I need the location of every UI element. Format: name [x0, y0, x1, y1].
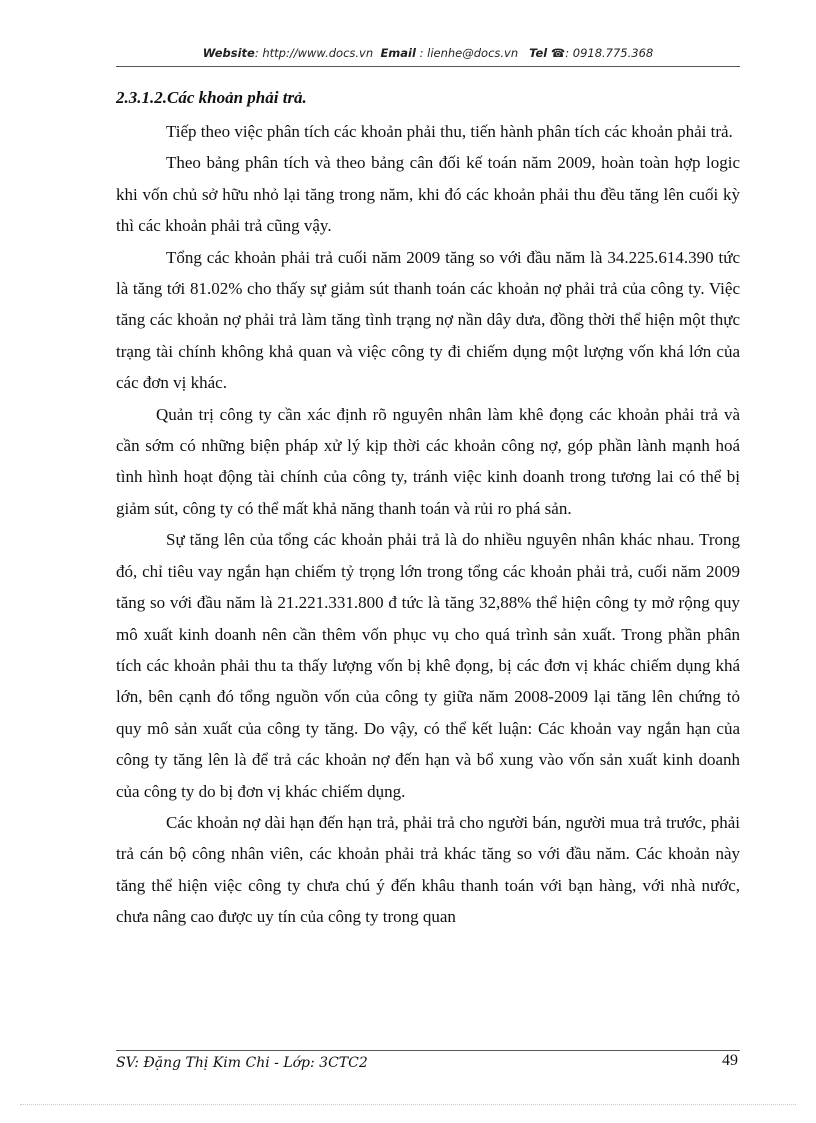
- paragraph-4: Quản trị công ty cần xác định rõ nguyên nhân làm khê đọng các khoản phải trả và cần sớm có những biện pháp xử lý kịp thời các khoản công nợ, góp phần lành mạnh hoá tình hình hoạt động tài chính của công ty, tránh việc kinh doanh trong tương lai có thể bị giảm sút, công ty có thể mất khả năng thanh toán và rủi ro phá sản.: [116, 404, 740, 518]
- page-number: 49: [722, 1052, 738, 1069]
- footer-author: SV: Đặng Thị Kim Chi - Lớp: 3CTC2: [116, 1055, 368, 1071]
- website-value[interactable]: : http://www.docs.vn: [254, 46, 374, 60]
- tel-value: : 0918.775.368: [565, 46, 654, 60]
- document-body: [116, 84, 740, 933]
- paragraph-6: Các khoản nợ dài hạn đến hạn trả, phải trả cho người bán, người mua trả trước, phải trả cán bộ công nhân viên, các khoản phải trả khác tăng so với đầu năm. Các khoản này tăng thể hiện việc công ty chưa chú ý đến khâu thanh toán với bạn hàng, với nhà nước, chưa nâng cao được uy tín của công ty trong quan: [116, 812, 740, 927]
- paragraph-3: Tổng các khoản phải trả cuối năm 2009 tăng so với đầu năm là 34.225.614.390 tức là tăng tới 81.02% cho thấy sự giảm sút thanh toán các khoản nợ phải trả của công ty. Việc tăng các khoản nợ phải trả làm tăng tình trạng nợ nần dây dưa, đồng thời thể hiện một thực trạng tài chính không khả quan và việc công ty đi chiếm dụng một lượng vốn khá lớn của các đơn vị khác.: [116, 247, 740, 393]
- tel-label: Tel: [529, 46, 548, 60]
- paragraph-5: Sự tăng lên của tổng các khoản phải trả là do nhiều nguyên nhân khác nhau. Trong đó, chỉ tiêu vay ngắn hạn chiếm tỷ trọng lớn trong tổng các khoản phải trả, cuối năm 2009 tăng so với đầu năm là 21.221.331.800 đ tức là tăng 32,88% thể hiện công ty mở rộng quy mô xuất kinh doanh nên cần thêm vốn phục vụ cho quá trình sản xuất. Trong phần phân tích các khoản phải thu ta thấy lượng vốn bị khê đọng, bị các đơn vị khác chiếm dụng khá lớn, bên cạnh đó tổng nguồn vốn của công ty giữa năm 2008-2009 lại tăng lên chứng tỏ quy mô sản xuất của công ty tăng. Do vậy, có thể kết luận: Các khoản vay ngắn hạn của công ty tăng lên là để trả các khoản nợ đến hạn và bổ xung vào vốn sản xuất kinh doanh của công ty do bị đơn vị khác chiếm dụng.: [116, 530, 740, 801]
- footer-rule: [116, 1050, 740, 1051]
- website-label: Website: [202, 46, 255, 60]
- header-rule: [116, 66, 740, 67]
- page-header: [116, 46, 740, 60]
- email-label: Email: [380, 46, 416, 60]
- paragraph-1: Tiếp theo việc phân tích các khoản phải thu, tiến hành phân tích các khoản phải trả.: [166, 122, 733, 141]
- page-edge-divider: [20, 1104, 796, 1105]
- section-heading: 2.3.1.2.Các khoản phải trả.: [116, 88, 307, 107]
- phone-icon: ☎: [550, 46, 566, 60]
- email-value[interactable]: : lienhe@docs.vn: [419, 46, 519, 60]
- paragraph-2: Theo bảng phân tích và theo bảng cân đối kế toán năm 2009, hoàn toàn hợp logic khi vốn chủ sở hữu nhỏ lại tăng trong năm, khi đó các khoản phải thu đều tăng lên cuối kỳ thì các khoản phải trả cũng vậy.: [116, 153, 740, 236]
